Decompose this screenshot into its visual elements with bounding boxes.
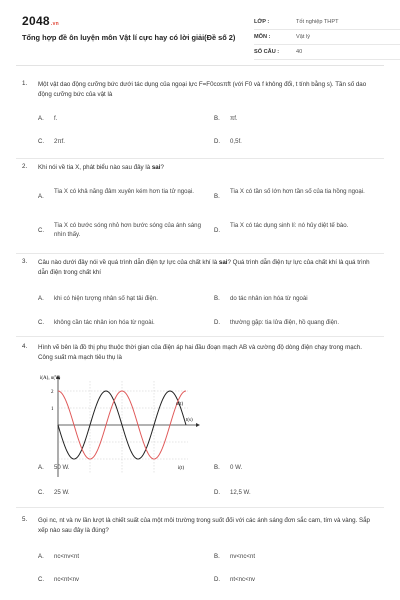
question-text-emphasis: sai xyxy=(218,259,228,266)
option-text: Tia X có khả năng đâm xuyên kém hơn tia tử ngoại. xyxy=(54,188,194,195)
divider xyxy=(16,253,384,254)
header xyxy=(16,0,384,66)
option-text: nv<nc<nt xyxy=(230,553,256,560)
page-title: Tổng hợp đề ôn luyện môn Vật lí cực hay có lời giải(Đề số 2) xyxy=(22,33,236,42)
option-text: Tia X có tác dụng sinh lí: nó hủy diệt tế bào. xyxy=(230,222,349,229)
divider xyxy=(16,336,384,337)
question-text-part: ? Quá trình dẫn điện tự lực của chất khí là quá trình dẫn điện trong chất khí xyxy=(38,259,370,276)
meta-table xyxy=(254,15,400,60)
question-number: 1. xyxy=(22,80,28,87)
option-text: 0,5f. xyxy=(230,138,242,145)
t-axis-arrow xyxy=(196,423,200,427)
option-letter: D. xyxy=(214,138,221,145)
question-2 xyxy=(16,163,384,253)
option-letter: C. xyxy=(38,319,45,326)
question-number: 5. xyxy=(22,516,28,523)
y-tick-label: 2 xyxy=(51,390,54,395)
meta-row-class xyxy=(254,15,400,30)
option-text: khi có hiện tượng nhân số hạt tải điện. xyxy=(54,295,158,302)
option-letter: A. xyxy=(38,193,44,200)
t-label: t(s) xyxy=(186,418,193,423)
option-text: Tia X có bước sóng nhỏ hơn bước sóng của ánh sáng nhìn thấy. xyxy=(54,222,201,238)
option-letter: B. xyxy=(214,464,220,471)
option-letter: A. xyxy=(38,464,44,471)
divider xyxy=(16,507,384,508)
option-letter: A. xyxy=(38,115,44,122)
option-text: 50 W. xyxy=(54,464,70,471)
divider xyxy=(16,158,384,159)
option-letter: C. xyxy=(38,576,45,583)
meta-value: Tốt nghiệp THPT xyxy=(296,19,339,25)
option-text: nc<nv<nt xyxy=(54,553,80,560)
option-text: do tác nhân ion hóa từ ngoài xyxy=(230,295,308,302)
option-letter: B. xyxy=(214,295,220,302)
option-text: 25 W. xyxy=(54,489,70,496)
logo-suffix: .vn xyxy=(50,21,60,27)
question-text-part: ? xyxy=(160,164,164,171)
option-letter: D. xyxy=(214,227,221,234)
question-3 xyxy=(16,258,384,338)
option-letter: B. xyxy=(214,553,220,560)
option-text: 0 W. xyxy=(230,464,243,471)
meta-value: 40 xyxy=(296,49,303,55)
question-text xyxy=(38,163,378,173)
question-text-emphasis: sai xyxy=(151,164,161,171)
option-text: 12,5 W. xyxy=(230,489,251,496)
meta-row-count xyxy=(254,45,400,60)
meta-row-subject xyxy=(254,30,400,45)
meta-key: LỚP : xyxy=(254,19,270,25)
option-letter: D. xyxy=(214,489,221,496)
question-text: Gọi nc, nt và nv lần lượt là chiết suất của một môi trường trong suốt đối với các ánh sáng đơn sắc cam, tím và vàng. Sắp xếp nào sau đây là đúng? xyxy=(38,517,370,534)
site-logo[interactable] xyxy=(22,14,59,28)
option-letter: D. xyxy=(214,319,221,326)
option-letter: C. xyxy=(38,138,45,145)
option-letter: C. xyxy=(38,489,45,496)
meta-key: SỐ CÂU : xyxy=(254,49,280,55)
option-letter: C. xyxy=(38,227,45,234)
option-text: nt<nc<nv xyxy=(230,576,256,583)
question-4 xyxy=(16,343,384,511)
meta-value: Vật lý xyxy=(296,34,310,40)
question-text xyxy=(38,258,378,278)
option-letter: A. xyxy=(38,295,44,302)
question-text: Hình vẽ bên là đồ thị phụ thuộc thời gian của điện áp hai đầu đoạn mạch AB và cường độ dòng điện chạy trong mạch. Công suất mà mạch tiêu thụ là xyxy=(38,344,362,361)
option-text: πf. xyxy=(230,115,238,122)
option-text: Tia X có tần số lớn hơn tần số của tia hồng ngoại. xyxy=(230,188,365,195)
question-text-part: Khi nói về tia X, phát biểu nào sau đây là xyxy=(38,164,152,171)
i-label: i(t) xyxy=(178,466,185,471)
meta-key: MÔN : xyxy=(254,34,271,40)
option-letter: B. xyxy=(214,193,220,200)
logo-text: 2048 xyxy=(22,14,50,28)
option-text: f. xyxy=(54,115,58,122)
option-letter: B. xyxy=(214,115,220,122)
option-text: 2πf. xyxy=(54,138,65,145)
question-number: 2. xyxy=(22,163,28,170)
question-5 xyxy=(16,516,384,600)
option-letter: D. xyxy=(214,576,221,583)
u-label: u(t) xyxy=(176,402,184,407)
question-text-part: Câu nào dưới đây nói về quá trình dẫn điện tự lực của chất khí là xyxy=(38,259,219,266)
y-axis-label: i(A), u(V) xyxy=(40,376,61,381)
option-text: nc<nt<nv xyxy=(54,576,80,583)
option-text: thường gặp: tia lửa điện, hồ quang điện. xyxy=(230,319,340,326)
question-text: Một vật dao động cưỡng bức dưới tác dụng của ngoại lực F=F0cosπft (với F0 và f không đổi, t tính bằng s). Tần số dao động cưỡng bức của vật là xyxy=(38,81,367,98)
question-number: 4. xyxy=(22,343,28,350)
option-letter: A. xyxy=(38,553,44,560)
question-1 xyxy=(16,80,384,168)
question-number: 3. xyxy=(22,258,28,265)
y-tick-label: 1 xyxy=(51,407,54,412)
option-text: không cần tác nhân ion hóa từ ngoài. xyxy=(54,319,155,326)
